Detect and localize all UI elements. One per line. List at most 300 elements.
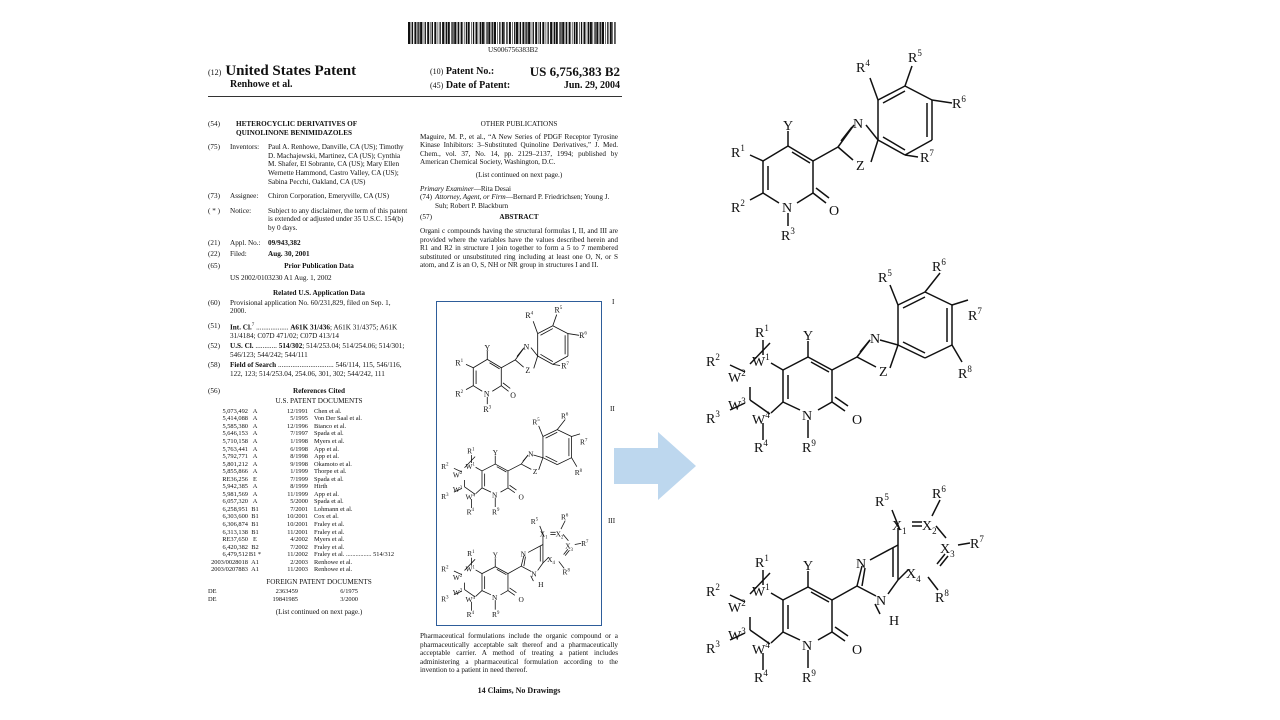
svg-text:O: O xyxy=(852,413,863,428)
patent-number: US 6,756,383 B2 xyxy=(529,64,620,79)
ref-date: 5/1995 xyxy=(290,415,308,423)
ref-kind: A xyxy=(252,438,258,446)
foreign-country: DE xyxy=(208,588,217,596)
svg-text:R4: $R^4$ xyxy=(856,58,870,76)
ref-kind: B2 xyxy=(251,543,259,551)
barcode-bar xyxy=(607,22,608,44)
ref-name: Fraley et al. xyxy=(314,543,345,551)
svg-text:N: N xyxy=(531,569,537,579)
svg-text:W4: $W^4$ xyxy=(465,492,475,502)
svg-text:R9: $R^9$ xyxy=(492,610,500,620)
foreign-date: 6/1975 xyxy=(340,588,358,596)
abstract-text: Organi c compounds having the structural formulas I, II, and III are provided where the variables have the values described herein and R1 and R2 in structure I join together to form a 5 to 7 membered substituted or unsubstituted ring including at least one O, N, or S atom, and Z is an O, S, NH or NR group in structures I and II. xyxy=(420,226,618,270)
barcode-bar xyxy=(497,22,498,44)
barcode-bar xyxy=(520,22,521,44)
barcode-bar xyxy=(514,22,515,44)
table-row xyxy=(208,551,408,559)
ref-name: App et al. xyxy=(314,445,340,453)
svg-text:R3: $R^3$ xyxy=(781,226,795,244)
filed-date: Aug. 30, 2001 xyxy=(268,250,310,259)
table-row xyxy=(208,453,408,461)
field-65: (65) Prior Publication Data xyxy=(208,261,354,270)
barcode-bar xyxy=(509,22,511,44)
table-row xyxy=(208,529,408,537)
ref-kind: B1 xyxy=(251,513,259,521)
svg-text:H: H xyxy=(538,579,544,589)
ref-name: Cox et al. xyxy=(314,513,339,521)
patent-authors: Renhowe et al. xyxy=(230,79,293,90)
svg-text:W2: $W^2$ xyxy=(452,470,463,480)
svg-text:W3: $W^3$ xyxy=(452,485,463,495)
ref-date: 7/2002 xyxy=(290,543,308,551)
ref-date: 7/2001 xyxy=(290,505,308,513)
field-60: (60) Provisional application No. 60/231,829, filed on Sep. 1, 2000. xyxy=(208,299,408,316)
svg-text:R9: $R^9$ xyxy=(492,507,500,517)
ref-number: 6,057,320 xyxy=(222,498,248,506)
svg-text:W1: $W^1$ xyxy=(752,582,770,600)
barcode-bar xyxy=(550,22,552,44)
ref-kind: A xyxy=(252,453,258,461)
us-cl: ; 514/253.04; 514/254.06; 514/301; 546/123; 544/242; 544/111 xyxy=(230,342,405,359)
table-row xyxy=(208,513,408,521)
field-75: (75) Inventors: Paul A. Renhowe, Danville, CA (US); Timothy D. Machajewski, Martinez, CA (US); Cynthia M. Shafer, El Sobrante, CA (US); Mary Ellen Wernette Hammond, Castro Valley, CA (US); Sabina Pecchi, Oakland, CA (US) xyxy=(208,143,408,186)
barcode-bar xyxy=(411,22,412,44)
barcode-bar xyxy=(492,22,493,44)
ref-kind: A xyxy=(252,490,258,498)
svg-text:H: H xyxy=(889,614,900,629)
svg-text:R5: $R^5$ xyxy=(908,48,922,66)
table-row xyxy=(208,596,408,604)
roman-ii: II xyxy=(610,405,615,413)
invention-title: HETEROCYCLIC DERIVATIVES OF QUINOLINONE BENIMIDAZOLES xyxy=(236,120,357,137)
barcode-bar xyxy=(446,22,447,44)
assignee: Chiron Corporation, Emeryville, CA (US) xyxy=(268,192,389,201)
s1-n: N xyxy=(782,201,793,216)
svg-text:X1: $X_1$ xyxy=(892,519,907,536)
field-notice: ( * ) Notice: Subject to any disclaimer, the term of this patent is extended or adjusted under 35 U.S.C. 154(b) by 0 days. xyxy=(208,206,408,232)
svg-text:R6: $R^6$ xyxy=(579,331,587,341)
ref-date: 11/2002 xyxy=(287,551,308,559)
svg-text:N: N xyxy=(876,594,887,609)
ref-number: 6,303,600 xyxy=(222,513,248,521)
barcode-bar xyxy=(562,22,564,44)
claims-text: 14 Claims, No Drawings xyxy=(477,686,561,695)
svg-text:O: O xyxy=(852,643,863,658)
patent-title: United States Patent xyxy=(225,63,357,79)
patent-date: Jun. 29, 2004 xyxy=(563,80,620,91)
structure-ii xyxy=(700,255,1000,465)
ref-number: RE37,650 xyxy=(222,536,248,544)
ref-date: 10/2001 xyxy=(287,513,308,521)
s1-n2: N xyxy=(853,117,864,132)
ref-kind: A xyxy=(252,460,258,468)
provisional: Provisional application No. 60/231,829, filed on Sep. 1, 2000. xyxy=(230,298,391,316)
barcode-bar xyxy=(614,22,615,44)
svg-text:O: O xyxy=(518,595,524,605)
ref-number: 5,646,153 xyxy=(222,430,248,438)
ref-name: Myers et al. xyxy=(314,536,345,544)
barcode-bar xyxy=(590,22,592,44)
s1-z: Z xyxy=(525,365,531,375)
barcode-bar xyxy=(559,22,560,44)
ref-name: Von Der Saal et al. xyxy=(314,415,362,423)
table-row xyxy=(208,536,408,544)
svg-text:Z: Z xyxy=(532,467,538,477)
svg-text:R3: $R^3$ xyxy=(441,594,449,604)
svg-text:R8: $R^8$ xyxy=(562,567,570,577)
field-of-search: 546/114, 115, 546/116, 122, 123; 514/253.04, 254.06, 301, 302; 544/242, 111 xyxy=(230,361,402,379)
ref-date: 12/1996 xyxy=(287,422,308,430)
barcode-bar xyxy=(482,22,484,44)
barcode-bar xyxy=(425,22,426,44)
barcode-bar xyxy=(464,22,465,44)
barcode-bar xyxy=(473,22,474,44)
svg-text:X4: $X_4$ xyxy=(547,554,555,567)
barcode-bar xyxy=(602,22,604,44)
svg-text:R1: $R^1$ xyxy=(467,446,475,456)
barcode-bar xyxy=(522,22,524,44)
table-row xyxy=(208,468,408,476)
field-52: (52) U.S. Cl. ............ 514/302; 514/253.04; 514/254.06; 514/301; 546/123; 544/242; 544/111 xyxy=(208,342,405,359)
field-56: (56) References Cited xyxy=(208,386,345,395)
examiner: —Rita Desai xyxy=(473,184,512,193)
s1-z: Z xyxy=(856,159,865,174)
barcode-bar xyxy=(572,22,573,44)
svg-text:W2: $W^2$ xyxy=(452,572,463,582)
svg-text:R6: $R^6$ xyxy=(932,484,946,502)
svg-text:R1: $R^1$ xyxy=(455,358,464,368)
structure-iii xyxy=(700,480,1000,695)
barcode-bar xyxy=(486,22,487,44)
ref-name: Hirth xyxy=(314,483,328,491)
svg-text:Y: Y xyxy=(803,559,814,574)
foreign-no: 19841985 xyxy=(272,596,298,604)
svg-text:R7: $R^7$ xyxy=(581,539,589,549)
foreign-docs-table xyxy=(208,588,408,603)
svg-text:R8: $R^8$ xyxy=(574,468,583,478)
ref-number: 2003/0028018 xyxy=(211,558,248,566)
code-45: (45) xyxy=(430,81,444,90)
barcode-bar xyxy=(427,22,429,44)
ref-name: Bianco et al. xyxy=(314,422,347,430)
barcode-bar xyxy=(531,22,532,44)
table-row xyxy=(208,408,408,416)
svg-text:W4: $W^4$ xyxy=(752,640,770,658)
foreign-no: 2363459 xyxy=(275,588,298,596)
svg-text:W3: $W^3$ xyxy=(728,396,746,414)
ref-kind: A xyxy=(252,407,258,415)
svg-text:R9: $R^9$ xyxy=(802,668,816,686)
svg-text:W1: $W^1$ xyxy=(752,352,770,370)
ref-name: Okamoto et al. xyxy=(314,460,352,468)
ref-date: 1/1999 xyxy=(290,468,308,476)
svg-text:R1: $R^1$ xyxy=(731,143,745,161)
structure-i xyxy=(700,40,980,250)
svg-text:W4: $W^4$ xyxy=(752,410,770,428)
svg-text:R5: $R^5$ xyxy=(554,305,563,315)
svg-text:N: N xyxy=(802,639,813,654)
barcode xyxy=(408,22,618,44)
ref-name: Renhowe et al. xyxy=(314,558,353,566)
table-row xyxy=(208,476,408,484)
barcode-text: US006756383B2 xyxy=(488,46,538,54)
barcode-bar xyxy=(506,22,507,44)
barcode-bar xyxy=(535,22,537,44)
barcode-bar xyxy=(452,22,453,44)
svg-text:R2: $R^2$ xyxy=(706,582,720,600)
ref-kind: E xyxy=(253,475,257,483)
barcode-bar xyxy=(479,22,480,44)
barcode-bar xyxy=(466,22,467,44)
svg-text:W3: $W^3$ xyxy=(728,626,746,644)
svg-text:R7: $R^7$ xyxy=(920,148,934,166)
svg-text:X4: $X_4$ xyxy=(906,567,921,584)
field-58: (58) Field of Search ............................... 546/114, 115, 546/116, 122, 123; 514/253.04, 254.06, 301, 302; 544/242, 111 xyxy=(208,361,402,379)
ref-kind: A xyxy=(252,422,258,430)
barcode-bar xyxy=(420,22,422,44)
svg-text:R2: $R^2$ xyxy=(441,564,449,574)
svg-text:R7: $R^7$ xyxy=(968,306,982,324)
ref-kind: A xyxy=(252,430,258,438)
barcode-bar xyxy=(457,22,458,44)
thumb-structure-ii xyxy=(438,410,597,521)
ref-name: App et al. xyxy=(314,453,340,461)
barcode-bar xyxy=(438,22,439,44)
barcode-bar xyxy=(553,22,554,44)
barcode-bar xyxy=(434,22,436,44)
ref-kind: A xyxy=(252,498,258,506)
barcode-bar xyxy=(458,22,459,44)
svg-text:R3: $R^3$ xyxy=(483,404,492,414)
patent-no-label: Patent No.: xyxy=(445,66,495,77)
table-row xyxy=(208,438,408,446)
barcode-bar xyxy=(491,22,492,44)
ref-number: 6,258,951 xyxy=(222,505,248,513)
barcode-bar xyxy=(445,22,446,44)
ref-number: RE36,256 xyxy=(222,475,248,483)
foreign-heading: FOREIGN PATENT DOCUMENTS xyxy=(266,577,372,586)
barcode-bar xyxy=(542,22,544,44)
barcode-bar xyxy=(502,22,504,44)
ref-kind: A xyxy=(252,445,258,453)
svg-text:R4: $R^4$ xyxy=(754,668,768,686)
ref-name: Spada et al. xyxy=(314,498,344,506)
ref-name: Renhowe et al. xyxy=(314,566,353,574)
svg-text:N: N xyxy=(528,449,534,459)
ref-date: 8/1999 xyxy=(290,483,308,491)
barcode-bar xyxy=(546,22,547,44)
svg-text:R4: $R^4$ xyxy=(466,610,474,620)
barcode-bar xyxy=(588,22,589,44)
barcode-bar xyxy=(579,22,580,44)
barcode-bar xyxy=(533,22,534,44)
ref-date: 4/2002 xyxy=(290,536,308,544)
barcode-bar xyxy=(468,22,470,44)
barcode-bar xyxy=(423,22,424,44)
table-row xyxy=(208,566,408,574)
roman-iii: III xyxy=(608,517,616,525)
barcode-bar xyxy=(448,22,450,44)
svg-text:W2: $W^2$ xyxy=(728,598,746,616)
ref-name: Spada et al. xyxy=(314,430,344,438)
prior-pub: US 2002/0103230 A1 Aug. 1, 2002 xyxy=(230,274,332,283)
barcode-bar xyxy=(476,22,478,44)
barcode-bar xyxy=(454,22,456,44)
ref-number: 5,855,866 xyxy=(222,468,248,476)
svg-text:N: N xyxy=(520,549,527,559)
svg-text:O: O xyxy=(518,492,524,502)
ref-date: 5/2000 xyxy=(290,498,308,506)
table-row xyxy=(208,559,408,567)
thumb-structure-iii xyxy=(438,510,597,624)
svg-text:R6: $R^6$ xyxy=(560,411,569,421)
table-row xyxy=(208,483,408,491)
ref-kind: A1 xyxy=(251,566,259,574)
ref-date: 11/1999 xyxy=(287,490,308,498)
code-12: (12) xyxy=(208,68,222,77)
table-row xyxy=(208,461,408,469)
ref-name: Lohmann et al. xyxy=(314,505,353,513)
ref-name: Fraley et al. xyxy=(314,521,345,529)
left-column xyxy=(208,120,408,616)
svg-text:R1: $R^1$ xyxy=(755,553,769,571)
s1-y: Y xyxy=(484,343,491,353)
date-label: Date of Patent: xyxy=(445,80,511,91)
svg-text:R6: $R^6$ xyxy=(560,512,569,522)
barcode-bar xyxy=(526,22,527,44)
svg-text:R3: $R^3$ xyxy=(706,639,720,657)
s1-n: N xyxy=(483,389,490,399)
ref-date: 2/2003 xyxy=(290,558,308,566)
svg-text:R3: $R^3$ xyxy=(706,409,720,427)
patent-number-row xyxy=(430,66,620,77)
ref-number: 6,479,512 xyxy=(222,551,248,559)
right-column: OTHER PUBLICATIONS Maguire, M. P., et al., “A New Series of PDGF Receptor Tyrosine Kinase Inhibitors: 3–Substituted Quinoline Derivatives,” J. Med. Chem., vol. 37, No. 14, pp. 2129–2137, 1994; published by American Chemical Society, Washington, D.C. (List continued on next page.) Primary Examiner—Rita Desai (74) Attorney, Agent, or Firm—Bernard P. Friedrichsen; Young J. Suh; Robert P. Blackburn (57) ABSTRACT Organi c compounds having the structural formulas I, II, and III are provided where the variables have the values described herein and R1 and R2 in structure I join together to form a 5 to 7 membered substituted or unsubstituted ring including at least one O, N, or S atom, and Z is an O, S, NH or NR group in structures I and II. xyxy=(420,120,618,270)
barcode-bar xyxy=(525,22,526,44)
svg-text:R4: $R^4$ xyxy=(754,438,768,456)
barcode-bar xyxy=(412,22,413,44)
svg-text:R2: $R^2$ xyxy=(706,352,720,370)
ref-kind: B1 * xyxy=(248,551,262,559)
barcode-bar xyxy=(610,22,612,44)
s1-o: O xyxy=(510,390,516,400)
barcode-bar xyxy=(504,22,505,44)
barcode-bar xyxy=(418,22,419,44)
barcode-bar xyxy=(471,22,472,44)
ref-number: 5,414,088 xyxy=(222,415,248,423)
barcode-bar xyxy=(480,22,481,44)
svg-text:R7: $R^7$ xyxy=(561,361,569,371)
svg-text:W2: $W^2$ xyxy=(728,368,746,386)
svg-text:N: N xyxy=(870,332,881,347)
svg-text:X3: $X_3$ xyxy=(940,542,955,559)
svg-text:W3: $W^3$ xyxy=(452,587,463,597)
svg-text:R6: $R^6$ xyxy=(952,94,966,112)
svg-text:N: N xyxy=(492,490,498,500)
ref-date: 8/1998 xyxy=(290,453,308,461)
svg-text:Y: Y xyxy=(803,329,814,344)
ref-name: Fraley et al. xyxy=(314,528,345,536)
barcode-bar xyxy=(432,22,433,44)
barcode-bar xyxy=(540,22,541,44)
ref-number: 5,801,212 xyxy=(222,460,248,468)
barcode-bar xyxy=(451,22,452,44)
svg-text:R5: $R^5$ xyxy=(530,516,539,526)
field-73: (73) Assignee: Chiron Corporation, Emeryville, CA (US) xyxy=(208,192,408,201)
roman-i: I xyxy=(612,298,615,306)
formulation-text: Pharmaceutical formulations include the organic compound or a pharmaceutically acceptable salt thereof and a pharmaceutically acceptable carrier. A method of treating a patient includes administering a pharmaceutical formulation according to the invention to a patient in need thereof. xyxy=(420,632,618,675)
barcode-bar xyxy=(565,22,566,44)
svg-text:R4: $R^4$ xyxy=(525,310,534,320)
svg-text:R6: $R^6$ xyxy=(932,257,946,275)
appl-no: 09/943,382 xyxy=(268,238,301,247)
attorney: —Bernard P. Friedrichsen; Young J. Suh; Robert P. Blackburn xyxy=(434,193,610,210)
barcode-bar xyxy=(461,22,463,44)
barcode-bar xyxy=(560,22,561,44)
barcode-bar xyxy=(554,22,555,44)
svg-text:Y: Y xyxy=(492,550,498,560)
barcode-bar xyxy=(417,22,418,44)
barcode-bar xyxy=(605,22,606,44)
svg-text:R1: $R^1$ xyxy=(467,549,475,559)
ref-number: 6,313,138 xyxy=(222,528,248,536)
inventors: Paul A. Renhowe, Danville, CA (US); Timothy D. Machajewski, Martinez, CA (US); Cynthia M. Shafer, El Sobrante, CA (US); Mary Ellen Wernette Hammond, Castro Valley, CA (US); Sabina Pecchi, Oakland, CA (US) xyxy=(268,143,404,186)
barcode-bar xyxy=(576,22,578,44)
barcode-bar xyxy=(556,22,558,44)
svg-text:Y: Y xyxy=(492,448,498,458)
ref-date: 9/1998 xyxy=(290,460,308,468)
barcode-bar xyxy=(569,22,571,44)
svg-text:R3: $R^3$ xyxy=(441,492,449,502)
barcode-bar xyxy=(431,22,432,44)
table-row xyxy=(208,423,408,431)
ref-number: 5,942,385 xyxy=(222,483,248,491)
ref-name: Chen et al. xyxy=(314,407,342,415)
svg-text:R5: $R^5$ xyxy=(875,492,889,510)
field-21: (21) Appl. No.: 09/943,382 xyxy=(208,239,408,248)
s1-o: O xyxy=(829,204,840,219)
ref-name: Spada et al. xyxy=(314,475,344,483)
ref-number: 5,710,158 xyxy=(222,438,248,446)
svg-text:R8: $R^8$ xyxy=(935,588,949,606)
ref-date: 11/2001 xyxy=(287,528,308,536)
barcode-bar xyxy=(539,22,540,44)
barcode-bar xyxy=(414,22,416,44)
notice-text: Subject to any disclaimer, the term of this patent is extended or adjusted under 35 U.S.C. 154(b) by 0 days. xyxy=(268,206,408,232)
barcode-bar xyxy=(581,22,582,44)
svg-text:R2: $R^2$ xyxy=(455,389,464,399)
barcode-bar xyxy=(593,22,594,44)
barcode-bar xyxy=(548,22,549,44)
barcode-bar xyxy=(587,22,588,44)
ref-kind: E xyxy=(253,536,257,544)
svg-text:N: N xyxy=(856,557,867,572)
barcode-bar xyxy=(485,22,486,44)
barcode-bar xyxy=(516,22,518,44)
barcode-bar xyxy=(499,22,500,44)
table-row xyxy=(208,498,408,506)
barcode-bar xyxy=(599,22,600,44)
barcode-bar xyxy=(574,22,575,44)
ref-name: Fraley et al. ................ 514/312 xyxy=(314,551,395,559)
barcode-bar xyxy=(612,22,613,44)
svg-text:R9: $R^9$ xyxy=(802,438,816,456)
ref-date: 7/1997 xyxy=(290,430,308,438)
barcode-bar xyxy=(440,22,441,44)
code-10: (10) xyxy=(430,67,444,76)
foreign-date: 3/2000 xyxy=(340,596,358,604)
right-arrow-icon xyxy=(610,430,700,502)
